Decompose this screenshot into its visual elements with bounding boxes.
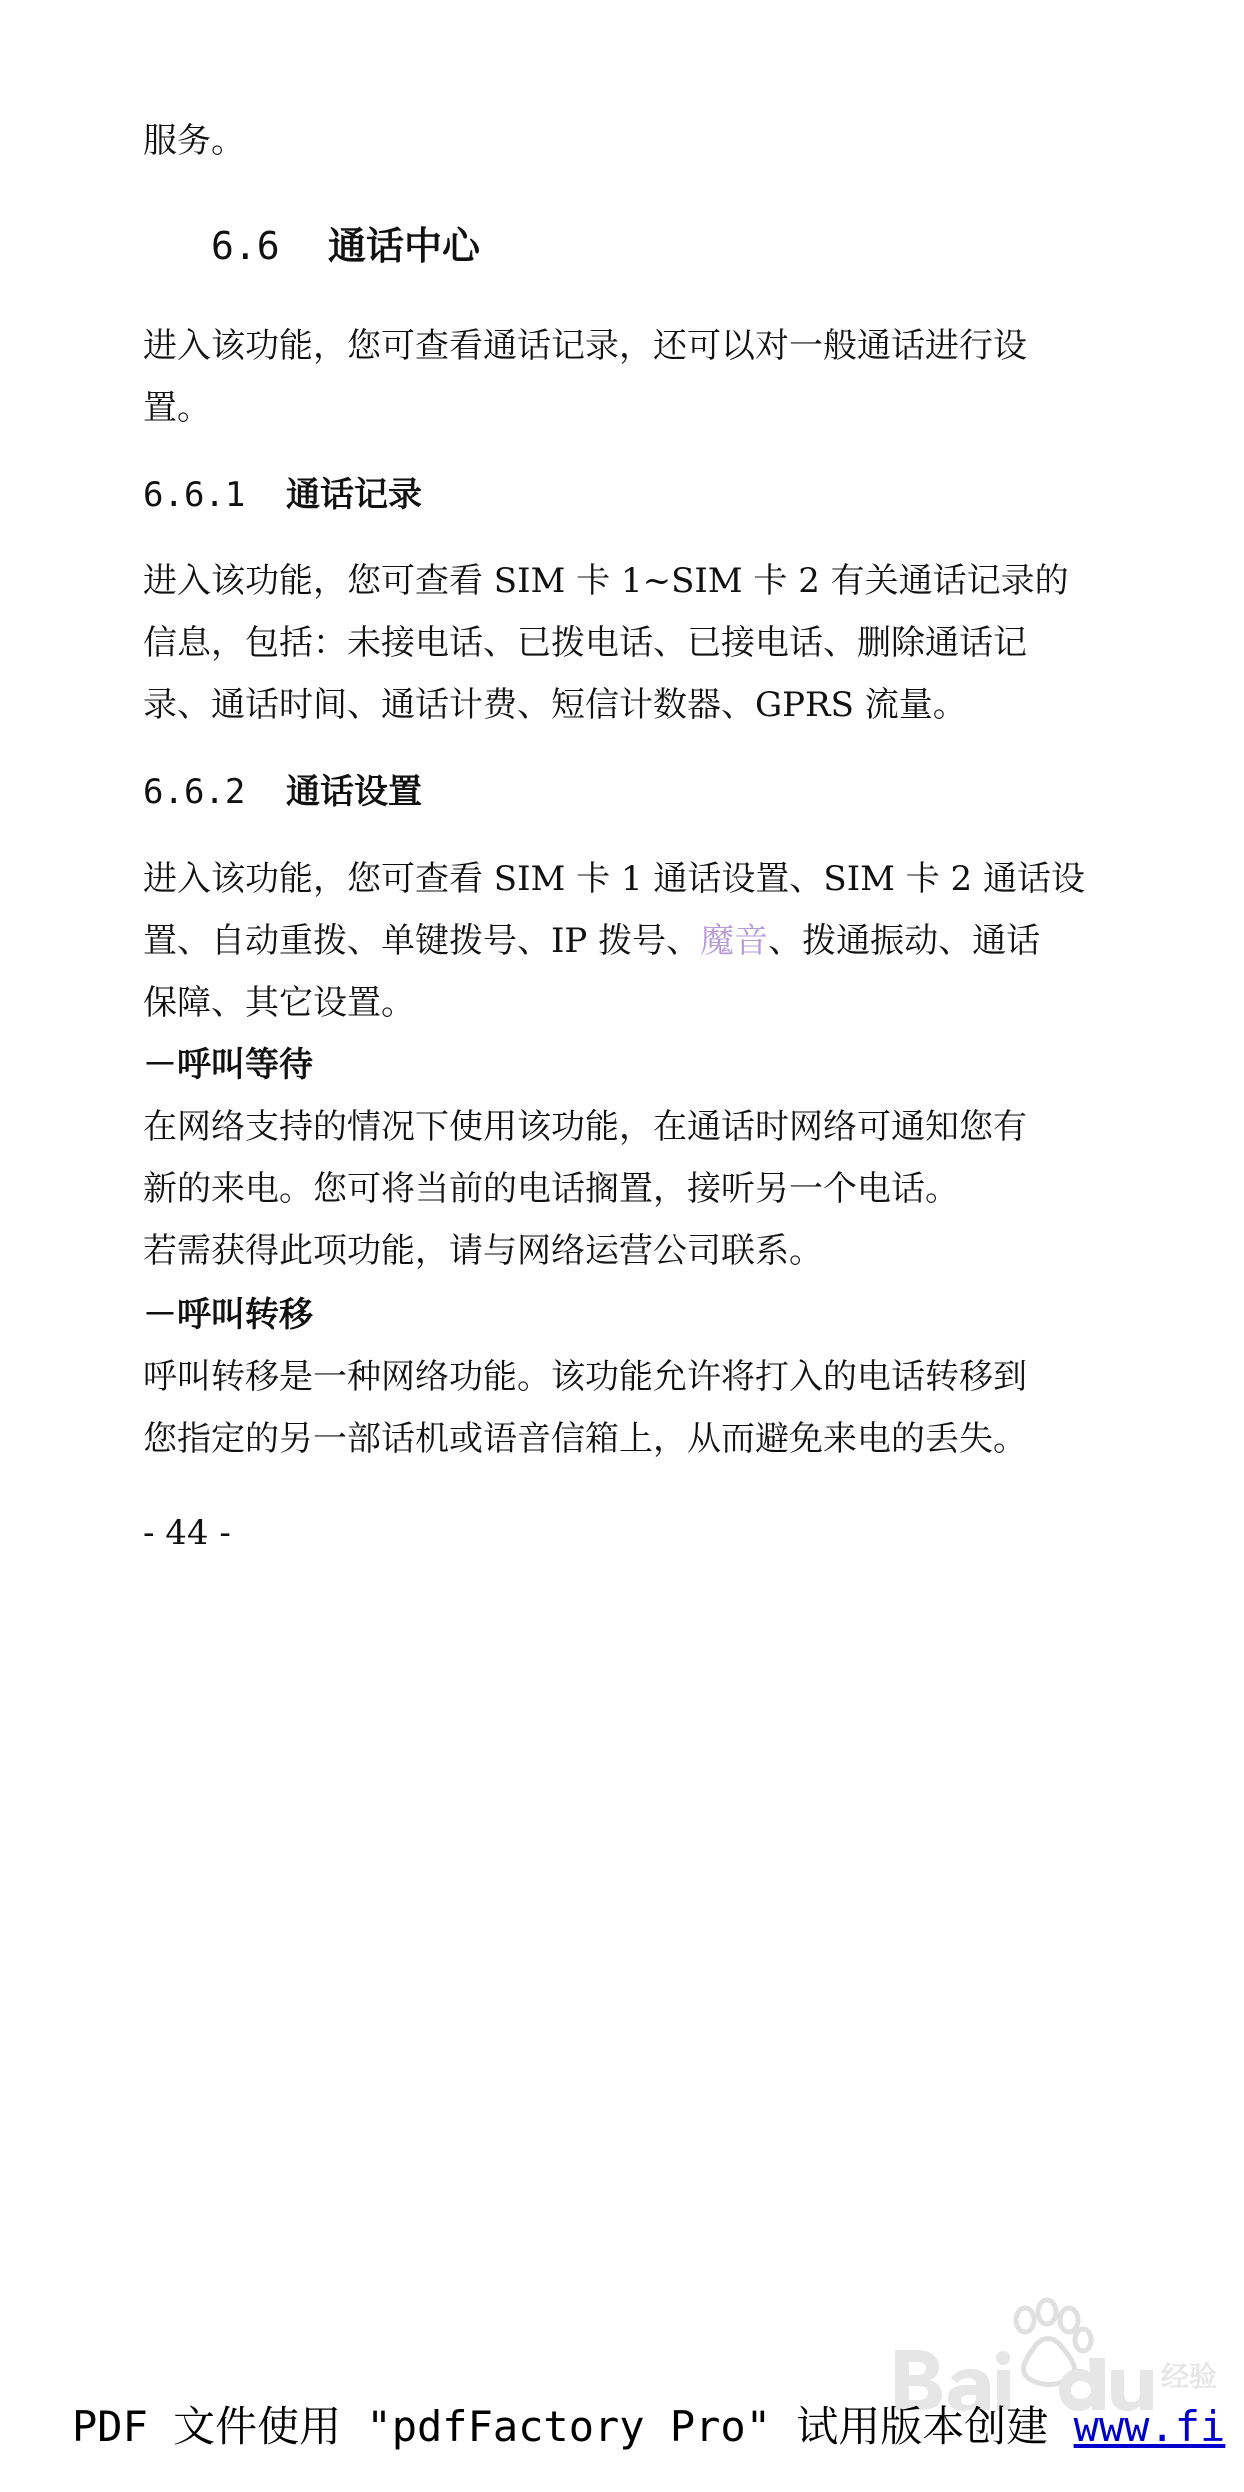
subsection-number: 6.6.2 xyxy=(143,772,246,812)
paragraph-line: 在网络支持的情况下使用该功能，在通话时网络可通知您有 xyxy=(143,1107,1027,1147)
subsection-heading-call-log xyxy=(143,465,422,525)
lead-line: 服务。 xyxy=(143,121,245,161)
paragraph-line: 呼叫转移是一种网络功能。该功能允许将打入的电话转移到 xyxy=(143,1357,1027,1397)
paragraph-line: 置。 xyxy=(143,388,211,428)
paragraph-line: 录、通话时间、通话计费、短信计数器、GPRS 流量。 xyxy=(143,685,967,725)
call-forward-title: －呼叫转移 xyxy=(143,1295,313,1335)
paragraph-line: 进入该功能，您可查看 SIM 卡 1~SIM 卡 2 有关通话记录的 xyxy=(143,561,1069,601)
subsection-title: 通话记录 xyxy=(286,475,422,515)
call-waiting-paragraph xyxy=(143,1096,1103,1282)
section-title: 通话中心 xyxy=(328,223,481,268)
section-number: 6.6 xyxy=(211,224,280,268)
line-text: 置、自动重拨、单键拨号、IP 拨号、 xyxy=(143,921,701,961)
paragraph-line: 您指定的另一部话机或语音信箱上，从而避免来电的丢失。 xyxy=(143,1419,1027,1459)
paragraph-line: 信息，包括：未接电话、已拨电话、已接电话、删除通话记 xyxy=(143,623,1027,663)
paragraph-line: 若需获得此项功能，请与网络运营公司联系。 xyxy=(143,1231,823,1271)
paragraph-line: 保障、其它设置。 xyxy=(143,983,415,1023)
call-log-paragraph xyxy=(143,550,1103,736)
call-forward-paragraph xyxy=(143,1346,1103,1470)
subsection-number: 6.6.1 xyxy=(143,475,246,515)
paragraph-line: 进入该功能，您可查看 SIM 卡 1 通话设置、SIM 卡 2 通话设 xyxy=(143,859,1085,899)
paragraph-line: 进入该功能，您可查看通话记录，还可以对一般通话进行设 xyxy=(143,326,1027,366)
subsection-heading-call-settings xyxy=(143,762,422,822)
line-text: 、拨通振动、通话 xyxy=(768,921,1041,961)
section-intro xyxy=(143,315,1103,439)
call-settings-paragraph xyxy=(143,848,1103,1034)
paragraph-line: 新的来电。您可将当前的电话搁置，接听另一个电话。 xyxy=(143,1169,959,1209)
voice-changer-link[interactable]: 魔音 xyxy=(700,921,769,961)
page-number: - 44 - xyxy=(143,1513,231,1553)
pdf-footer xyxy=(72,2392,1225,2462)
footer-link[interactable]: www.fi xyxy=(1073,2402,1226,2451)
svg-text:经验: 经验 xyxy=(1161,2360,1218,2393)
section-heading xyxy=(211,216,480,276)
paragraph-line xyxy=(143,910,1103,972)
footer-text: PDF 文件使用 "pdfFactory Pro" 试用版本创建 xyxy=(72,2402,1074,2451)
call-waiting-title: －呼叫等待 xyxy=(143,1045,313,1085)
subsection-title: 通话设置 xyxy=(286,772,422,812)
